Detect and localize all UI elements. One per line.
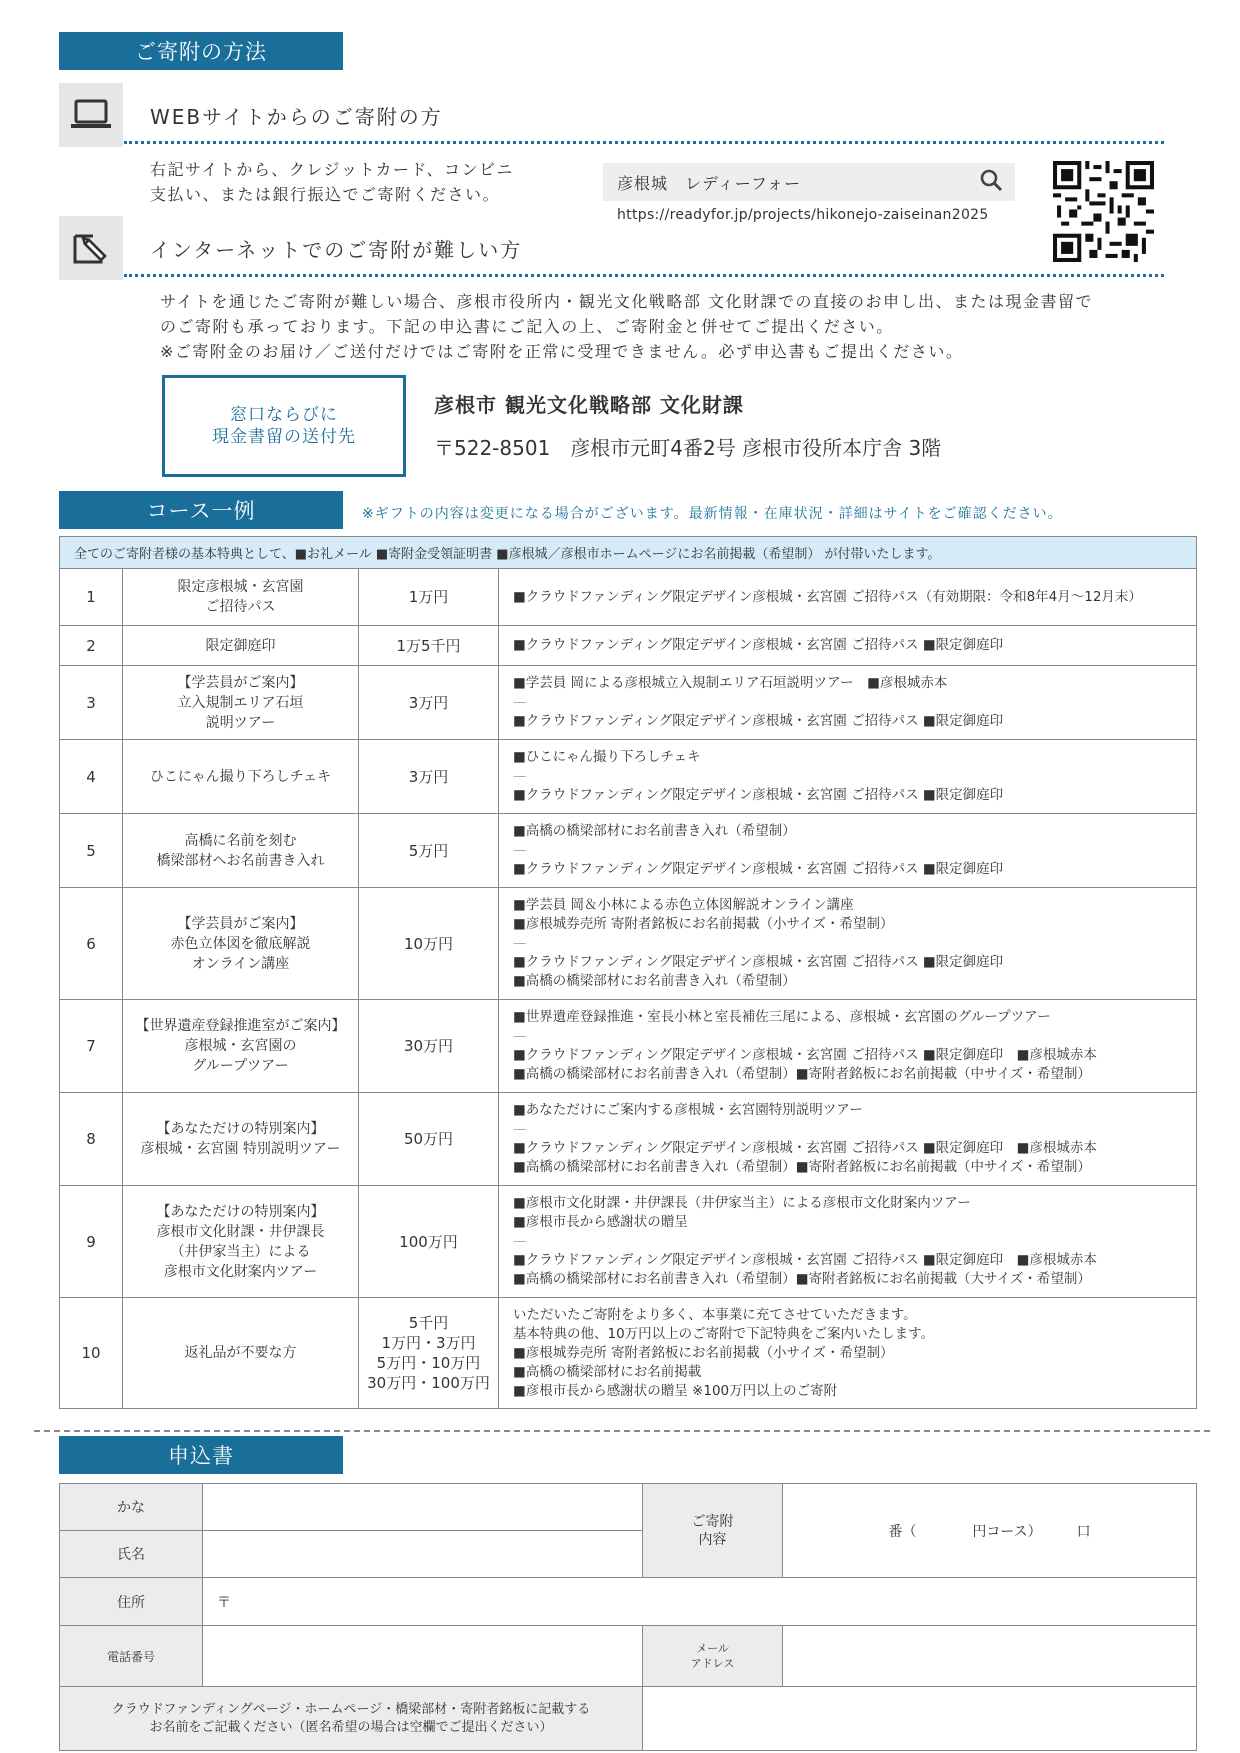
course-detail [499,1000,1197,1093]
course-detail-line: ■クラウドファンディング限定デザイン彦根城・玄宮園 ご招待パス ■限定御庭印 [513,713,1004,729]
course-detail-line: — [513,694,527,710]
pen-icon [59,216,123,280]
mail-label-line: メール [696,1642,729,1655]
publish-name-field[interactable] [643,1687,1197,1751]
course-detail-line: ■ひこにゃん撮り下ろしチェキ [513,749,701,765]
course-number: 6 [60,888,123,1000]
mail-label [643,1626,783,1687]
course-header-label: コース一例 [146,499,256,523]
department-name: 彦根市 観光文化戦略部 文化財課 [434,393,744,417]
course-detail-line: — [513,842,527,858]
web-text-line: 支払い、または銀行振込でご寄附ください。 [150,185,501,204]
qr-code-icon[interactable] [1053,161,1154,262]
course-price [359,569,499,626]
application-form [59,1483,1197,1751]
course-name-line: 橋梁部材へお名前書き入れ [156,852,325,869]
course-name [123,626,359,666]
course-name-line: 限定彦根城・玄宮園 [177,579,304,595]
course-table [59,536,1197,1409]
mail-label-line: アドレス [690,1657,735,1670]
course-name-line: 彦根市文化財案内ツアー [163,1263,318,1280]
divider [124,141,1164,144]
content-label-line: 内容 [698,1531,727,1548]
kana-field[interactable] [203,1484,643,1531]
course-row [60,666,1197,740]
laptop-icon [59,83,123,147]
method-header [59,32,343,70]
course-detail-line: ■クラウドファンディング限定デザイン彦根城・玄宮園 ご招待パス ■限定御庭印 ■彦根城赤本 [513,1252,1097,1268]
gift-note: ※ギフトの内容は変更になる場合がございます。最新情報・在庫状況・詳細はサイトをご確認ください。 [362,506,1063,522]
course-detail [499,569,1197,626]
course-price [359,1093,499,1186]
course-row [60,626,1197,666]
course-name-line: 【世界遺産登録推進室がご案内】 [135,1018,346,1034]
project-url[interactable]: https://readyfor.jp/projects/hikonejo-zaiseinan2025 [617,207,989,223]
internet-text-line: のご寄附も承っております。下記の申込書にご記入の上、ご寄附金と併せてご提出ください。 [160,317,894,336]
course-detail-line: ■彦根城券売所 寄附者銘板にお名前掲載（小サイズ・希望制） [513,1344,894,1361]
course-detail [499,1298,1197,1409]
course-name-line: 赤色立体図を徹底解説 [170,935,311,952]
internet-text-line: ※ご寄附金のお届け／ご送付だけではご寄附を正常に受理できません。必ず申込書もご提出ください。 [160,342,964,361]
course-name [123,1186,359,1298]
publish-label-line: クラウドファンディングページ・ホームページ・橋梁部材・寄附者銘板に記載する [111,1701,591,1717]
phone-field[interactable] [203,1626,643,1687]
search-text: 彦根城 レディーフォー [617,173,802,193]
course-price-line: 1万5千円 [396,636,461,655]
course-detail-line: — [513,768,527,784]
course-detail-line: ■あなただけにご案内する彦根城・玄宮園特別説明ツアー [513,1102,863,1118]
course-detail-line: ■高橋の橋梁部材にお名前書き入れ（希望制） [513,973,796,989]
course-detail [499,814,1197,888]
course-name-line: 返礼品が不要な方 [184,1345,297,1361]
address-label: 住所 [60,1578,203,1626]
course-detail-line: ■クラウドファンディング限定デザイン彦根城・玄宮園 ご招待パス ■限定御庭印 [513,954,1004,970]
course-price [359,888,499,1000]
course-number: 1 [60,569,123,626]
course-detail-line: ■クラウドファンディング限定デザイン彦根城・玄宮園 ご招待パス（有効期限：令和8年4月～12月末） [513,588,1142,605]
internet-text-line: サイトを通じたご寄附が難しい場合、彦根市役所内・観光文化戦略部 文化財課での直接のお申し出、または現金書留で [160,292,1093,311]
course-detail-line: ■クラウドファンディング限定デザイン彦根城・玄宮園 ご招待パス ■限定御庭印 [513,787,1004,803]
course-price-line: 1万円・3万円 [381,1334,476,1352]
course-name [123,1298,359,1409]
course-name-line: 立入規制エリア石垣 [177,694,304,711]
course-name [123,814,359,888]
course-name-line: オンライン講座 [191,955,290,972]
course-name-line: 【あなただけの特別案内】 [156,1121,325,1137]
form-header-label: 申込書 [168,1444,234,1468]
course-name-line: 彦根市文化財課・井伊課長 [156,1223,325,1240]
course-detail [499,888,1197,1000]
course-name-line: 【あなただけの特別案内】 [156,1203,325,1220]
search-icon[interactable] [979,168,1003,196]
search-input[interactable] [603,163,1015,201]
course-row [60,1298,1197,1409]
course-price [359,1000,499,1093]
kana-label: かな [60,1484,203,1531]
course-price-line: 5万円・10万円 [376,1354,481,1372]
content-label-line: ご寄附 [691,1513,734,1530]
course-row [60,1000,1197,1093]
course-price-line: 3万円 [408,693,449,712]
course-row [60,1186,1197,1298]
course-name-line: 彦根城・玄宮園 特別説明ツアー [140,1141,341,1157]
course-name [123,888,359,1000]
course-price [359,626,499,666]
course-detail [499,1093,1197,1186]
course-name [123,1000,359,1093]
course-name [123,569,359,626]
course-price [359,666,499,740]
course-row [60,814,1197,888]
course-name-line: （井伊家当主）による [170,1243,311,1260]
course-detail-line: ■学芸員 岡による彦根城立入規制エリア石垣説明ツアー ■彦根城赤本 [513,675,948,691]
course-detail-line: ■高橋の橋梁部材にお名前書き入れ（希望制）■寄附者銘板にお名前掲載（大サイズ・希望制） [513,1271,1091,1287]
course-detail-line: ■クラウドファンディング限定デザイン彦根城・玄宮園 ご招待パス ■限定御庭印 ■彦根城赤本 [513,1140,1097,1156]
phone-label: 電話番号 [60,1626,203,1687]
course-detail-line: ■世界遺産登録推進・室長小林と室長補佐三尾による、彦根城・玄宮園のグループツアー [513,1009,1051,1025]
course-price-line: 5千円 [408,1314,449,1332]
course-detail-line: ■クラウドファンディング限定デザイン彦根城・玄宮園 ご招待パス ■限定御庭印 [513,861,1004,877]
course-price [359,1298,499,1409]
course-detail-line: ■高橋の橋梁部材にお名前書き入れ（希望制） [513,823,796,839]
course-detail-line: ■高橋の橋梁部材にお名前掲載 [513,1363,702,1380]
content-field[interactable]: 番（ 円コース） 口 [783,1484,1197,1578]
web-title: WEBサイトからのご寄附の方 [150,105,443,129]
course-price-line: 5万円 [408,841,449,860]
course-price-line: 10万円 [403,934,454,953]
course-detail-line: ■高橋の橋梁部材にお名前書き入れ（希望制）■寄附者銘板にお名前掲載（中サイズ・希望制） [513,1066,1091,1082]
internet-title: インターネットでのご寄附が難しい方 [150,238,523,262]
course-name-line: 彦根城・玄宮園の [184,1038,297,1054]
web-text-line: 右記サイトから、クレジットカード、コンビニ [150,160,515,179]
course-price [359,814,499,888]
course-detail-line: 基本特典の他、10万円以上のご寄附で下記特典をご案内いたします。 [513,1325,935,1342]
course-detail-line: — [513,1233,527,1249]
course-price-line: 3万円 [408,767,449,786]
course-number: 10 [60,1298,123,1409]
course-detail-line: — [513,935,527,951]
publish-name-label [60,1687,643,1751]
course-detail-line: ■クラウドファンディング限定デザイン彦根城・玄宮園 ご招待パス ■限定御庭印 [513,637,1004,653]
course-number: 4 [60,740,123,814]
form-header [59,1436,343,1474]
cut-line [34,1430,1210,1432]
course-name-line: 【学芸員がご案内】 [177,674,304,691]
name-label: 氏名 [60,1531,203,1578]
course-number: 7 [60,1000,123,1093]
course-name [123,740,359,814]
publish-label-line: お名前をご記載ください（匿名希望の場合は空欄でご提出ください） [149,1719,553,1735]
course-price-line: 1万円 [408,588,449,606]
course-number: 3 [60,666,123,740]
content-label [643,1484,783,1578]
course-detail-line: ■クラウドファンディング限定デザイン彦根城・玄宮園 ご招待パス ■限定御庭印 ■彦根城赤本 [513,1047,1097,1063]
course-name-line: グループツアー [192,1058,289,1074]
course-price [359,1186,499,1298]
postal-mark: 〒 [217,1594,231,1611]
window-label-line: 窓口ならびに [230,405,338,425]
course-detail-line: ■彦根城券売所 寄附者銘板にお名前掲載（小サイズ・希望制） [513,916,894,932]
divider [124,274,1164,277]
basic-benefit: 全てのご寄附者様の基本特典として、■お礼メール ■寄附金受領証明書 ■彦根城／彦根市ホームページにお名前掲載（希望制） が付帯いたします。 [60,537,1197,569]
course-detail-line: ■学芸員 岡＆小林による赤色立体図解説オンライン講座 [513,897,854,913]
internet-text [160,289,1093,364]
course-name [123,1093,359,1186]
department-address: 〒522-8501 彦根市元町4番2号 彦根市役所本庁舎 3階 [434,436,942,460]
course-name-line: ひこにゃん撮り下ろしチェキ [149,768,332,785]
course-price-line: 30万円 [403,1037,454,1055]
course-name-line: 説明ツアー [205,714,276,731]
mail-field[interactable] [783,1626,1197,1687]
course-name-line: 高橋に名前を刻む [184,832,297,849]
window-label-line: 現金書留の送付先 [212,427,356,447]
course-number: 9 [60,1186,123,1298]
course-name-line: ご招待パス [205,599,276,615]
course-detail-line: いただいたご寄附をより多く、本事業に充てさせていただきます。 [513,1306,917,1323]
method-header-label: ご寄附の方法 [135,40,267,64]
course-detail-line: ■高橋の橋梁部材にお名前書き入れ（希望制）■寄附者銘板にお名前掲載（中サイズ・希望制） [513,1159,1091,1175]
course-detail-line: ■彦根市長から感謝状の贈呈 [513,1214,688,1230]
web-text [150,157,514,207]
course-name [123,666,359,740]
course-detail-line: — [513,1028,527,1044]
course-number: 5 [60,814,123,888]
course-detail [499,626,1197,666]
course-detail-line: ■彦根市文化財課・井伊課長（井伊家当主）による彦根市文化財案内ツアー [513,1195,971,1211]
course-number: 8 [60,1093,123,1186]
course-row [60,888,1197,1000]
course-detail [499,740,1197,814]
course-detail [499,666,1197,740]
course-row [60,1093,1197,1186]
course-name-line: 【学芸員がご案内】 [177,915,304,932]
course-price-line: 100万円 [399,1232,458,1251]
course-price-line: 50万円 [403,1130,454,1148]
course-row [60,740,1197,814]
address-field[interactable] [203,1578,1197,1626]
course-row [60,569,1197,626]
name-field[interactable] [203,1531,643,1578]
course-header [59,491,343,529]
course-number: 2 [60,626,123,666]
course-detail-line: — [513,1121,527,1137]
course-price-line: 30万円・100万円 [367,1374,490,1392]
course-detail [499,1186,1197,1298]
course-price [359,740,499,814]
course-detail-line: ■彦根市長から感謝状の贈呈 ※100万円以上のご寄附 [513,1382,838,1399]
window-box [162,375,406,477]
course-name-line: 限定御庭印 [205,637,276,654]
